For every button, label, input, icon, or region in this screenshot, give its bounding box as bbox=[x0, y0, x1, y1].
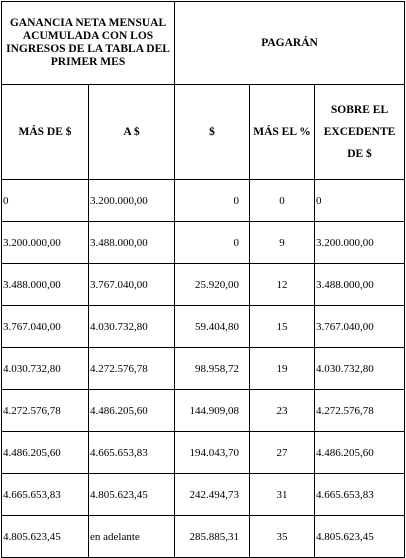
header-columns-row bbox=[2, 85, 405, 180]
cell-mas-de: 4.030.732,80 bbox=[2, 348, 89, 390]
cell-mas-el-pct: 31 bbox=[250, 474, 315, 516]
cell-mas-de: 4.805.623,45 bbox=[2, 516, 89, 558]
table-row bbox=[2, 390, 405, 432]
cell-mas-el-pct: 15 bbox=[250, 306, 315, 348]
col-header-mas-el-pct: MÁS EL % bbox=[250, 85, 315, 180]
cell-pesos: 98.958,72 bbox=[175, 348, 250, 390]
cell-mas-de: 3.488.000,00 bbox=[2, 264, 89, 306]
col-header-excedente-line-3: DE $ bbox=[347, 147, 372, 160]
cell-mas-de: 0 bbox=[2, 180, 89, 222]
cell-mas-el-pct: 27 bbox=[250, 432, 315, 474]
cell-mas-el-pct: 19 bbox=[250, 348, 315, 390]
cell-excedente: 3.200.000,00 bbox=[315, 222, 405, 264]
col-header-pesos: $ bbox=[175, 85, 250, 180]
cell-pesos: 242.494,73 bbox=[175, 474, 250, 516]
cell-excedente: 4.272.576,78 bbox=[315, 390, 405, 432]
table-row bbox=[2, 516, 405, 558]
cell-pesos: 0 bbox=[175, 180, 250, 222]
header-pagaran: PAGARÁN bbox=[175, 2, 405, 85]
cell-mas-de: 3.767.040,00 bbox=[2, 306, 89, 348]
cell-a: 3.200.000,00 bbox=[89, 180, 175, 222]
cell-pesos: 0 bbox=[175, 222, 250, 264]
table-body bbox=[2, 180, 405, 558]
col-header-excedente bbox=[315, 85, 405, 180]
header-ganancia-line-1: GANANCIA NETA MENSUAL bbox=[9, 17, 167, 29]
header-ganancia-neta bbox=[2, 2, 175, 85]
cell-pesos: 144.909,08 bbox=[175, 390, 250, 432]
cell-a: 3.767.040,00 bbox=[89, 264, 175, 306]
table-row bbox=[2, 222, 405, 264]
cell-pesos: 285.885,31 bbox=[175, 516, 250, 558]
tax-bracket-table bbox=[1, 1, 405, 558]
header-ganancia-line-2: ACUMULADA CON LOS bbox=[22, 30, 154, 42]
cell-a: 4.805.623,45 bbox=[89, 474, 175, 516]
cell-mas-el-pct: 35 bbox=[250, 516, 315, 558]
cell-mas-de: 3.200.000,00 bbox=[2, 222, 89, 264]
table-row bbox=[2, 264, 405, 306]
cell-excedente: 3.767.040,00 bbox=[315, 306, 405, 348]
cell-mas-el-pct: 9 bbox=[250, 222, 315, 264]
table-row bbox=[2, 432, 405, 474]
cell-mas-de: 4.486.205,60 bbox=[2, 432, 89, 474]
cell-a: en adelante bbox=[89, 516, 175, 558]
cell-excedente: 4.486.205,60 bbox=[315, 432, 405, 474]
cell-a: 4.272.576,78 bbox=[89, 348, 175, 390]
table-row bbox=[2, 474, 405, 516]
cell-mas-el-pct: 0 bbox=[250, 180, 315, 222]
cell-a: 4.665.653,83 bbox=[89, 432, 175, 474]
cell-pesos: 194.043,70 bbox=[175, 432, 250, 474]
header-ganancia-line-3: INGRESOS DE LA TABLA DEL bbox=[6, 43, 170, 55]
col-header-excedente-line-2: EXCEDENTE bbox=[323, 125, 396, 138]
cell-mas-de: 4.272.576,78 bbox=[2, 390, 89, 432]
col-header-excedente-line-1: SOBRE EL bbox=[330, 103, 389, 116]
header-group-row bbox=[2, 2, 405, 85]
cell-mas-el-pct: 12 bbox=[250, 264, 315, 306]
cell-excedente: 0 bbox=[315, 180, 405, 222]
cell-a: 4.486.205,60 bbox=[89, 390, 175, 432]
cell-excedente: 4.805.623,45 bbox=[315, 516, 405, 558]
cell-a: 3.488.000,00 bbox=[89, 222, 175, 264]
cell-pesos: 25.920,00 bbox=[175, 264, 250, 306]
table-row bbox=[2, 306, 405, 348]
table-row bbox=[2, 348, 405, 390]
header-ganancia-line-4: PRIMER MES bbox=[50, 56, 126, 68]
cell-pesos: 59.404,80 bbox=[175, 306, 250, 348]
cell-mas-el-pct: 23 bbox=[250, 390, 315, 432]
cell-mas-de: 4.665.653,83 bbox=[2, 474, 89, 516]
cell-a: 4.030.732,80 bbox=[89, 306, 175, 348]
cell-excedente: 3.488.000,00 bbox=[315, 264, 405, 306]
table-row bbox=[2, 180, 405, 222]
cell-excedente: 4.665.653,83 bbox=[315, 474, 405, 516]
col-header-a: A $ bbox=[89, 85, 175, 180]
col-header-mas-de: MÁS DE $ bbox=[2, 85, 89, 180]
cell-excedente: 4.030.732,80 bbox=[315, 348, 405, 390]
